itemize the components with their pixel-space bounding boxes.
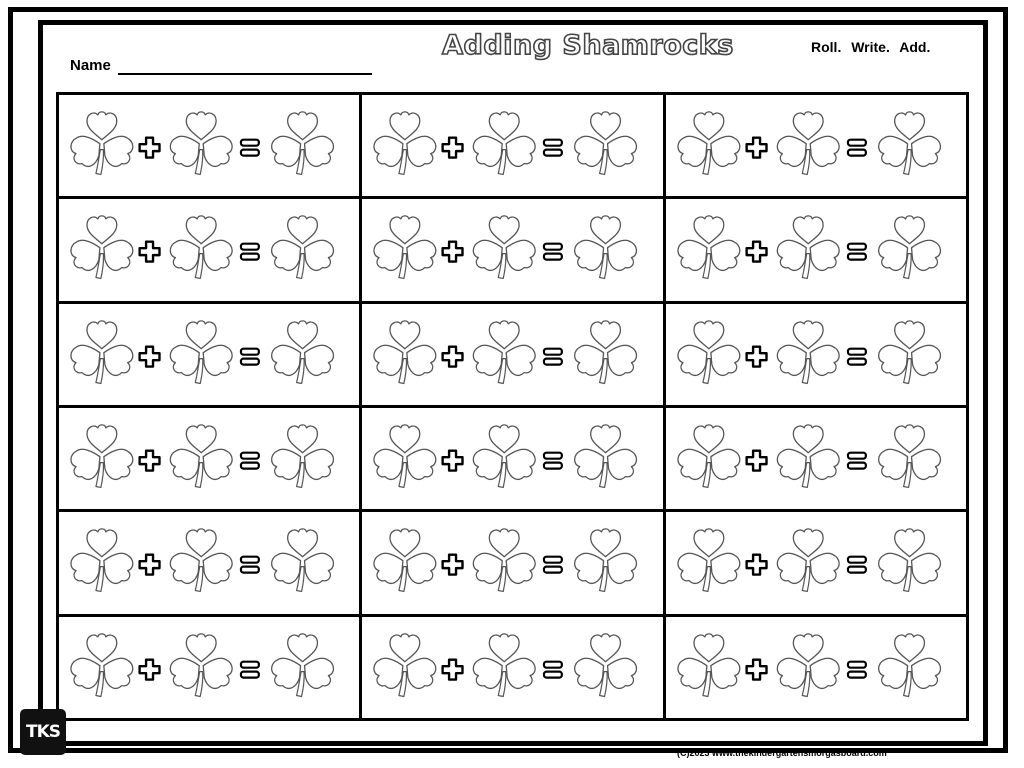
copyright-text: (C)2023 www.thekindergartensmorgasboard.com: [677, 748, 887, 758]
shamrock-icon[interactable]: [374, 634, 436, 697]
problem-cell[interactable]: [666, 199, 966, 300]
equals-icon: [544, 348, 562, 364]
shamrock-icon[interactable]: [374, 216, 436, 279]
shamrock-icon[interactable]: [272, 425, 334, 488]
shamrock-icon[interactable]: [678, 529, 740, 592]
shamrock-icon[interactable]: [272, 634, 334, 697]
shamrock-icon[interactable]: [575, 634, 637, 697]
plus-icon: [140, 555, 160, 575]
shamrock-icon[interactable]: [777, 216, 839, 279]
shamrock-icon[interactable]: [474, 634, 536, 697]
shamrock-icon[interactable]: [170, 321, 232, 384]
shamrock-icon[interactable]: [575, 529, 637, 592]
equals-icon: [544, 661, 562, 677]
shamrock-icon[interactable]: [878, 529, 940, 592]
equals-icon: [848, 140, 866, 156]
equals-icon: [241, 557, 259, 573]
equals-icon: [848, 557, 866, 573]
logo-text: TKS: [25, 722, 60, 742]
shamrock-icon[interactable]: [575, 216, 637, 279]
problem-cell[interactable]: [362, 512, 662, 613]
shamrock-icon[interactable]: [575, 425, 637, 488]
shamrock-icon[interactable]: [474, 321, 536, 384]
shamrock-icon[interactable]: [374, 321, 436, 384]
shamrock-icon[interactable]: [777, 529, 839, 592]
plus-icon: [140, 659, 160, 679]
plus-icon: [443, 242, 463, 262]
page-title: Adding Shamrocks: [442, 30, 734, 61]
shamrock-icon[interactable]: [170, 529, 232, 592]
instructions-text: Roll. Write. Add.: [811, 39, 931, 55]
plus-icon: [140, 346, 160, 366]
shamrock-icon[interactable]: [272, 112, 334, 175]
equals-icon: [848, 453, 866, 469]
equals-icon: [544, 453, 562, 469]
shamrock-icon[interactable]: [170, 634, 232, 697]
plus-icon: [746, 555, 766, 575]
shamrock-icon[interactable]: [878, 112, 940, 175]
shamrock-icon[interactable]: [474, 112, 536, 175]
shamrock-icon[interactable]: [71, 425, 133, 488]
shamrock-icon[interactable]: [374, 529, 436, 592]
equals-icon: [241, 661, 259, 677]
shamrock-icon[interactable]: [474, 529, 536, 592]
plus-icon: [746, 242, 766, 262]
shamrock-icon[interactable]: [575, 112, 637, 175]
plus-icon: [746, 451, 766, 471]
problem-cell[interactable]: [362, 408, 662, 509]
shamrock-icon[interactable]: [678, 321, 740, 384]
equals-icon: [241, 244, 259, 260]
shamrock-icon[interactable]: [374, 425, 436, 488]
problem-cell[interactable]: [362, 199, 662, 300]
problem-cell[interactable]: [362, 617, 662, 718]
equals-icon: [544, 140, 562, 156]
shamrock-icon[interactable]: [374, 112, 436, 175]
shamrock-icon[interactable]: [878, 216, 940, 279]
problem-cell[interactable]: [666, 617, 966, 718]
shamrock-icon[interactable]: [575, 321, 637, 384]
equals-icon: [241, 140, 259, 156]
problem-cell[interactable]: [59, 95, 359, 196]
equals-icon: [848, 348, 866, 364]
problem-cell[interactable]: [666, 304, 966, 405]
equals-icon: [544, 244, 562, 260]
equals-icon: [241, 453, 259, 469]
plus-icon: [140, 138, 160, 158]
problem-cell[interactable]: [362, 304, 662, 405]
name-label: Name: [70, 57, 111, 74]
problem-cell[interactable]: [666, 408, 966, 509]
shamrock-icon[interactable]: [678, 112, 740, 175]
shamrock-icon[interactable]: [272, 321, 334, 384]
problem-grid: [56, 92, 969, 721]
plus-icon: [746, 346, 766, 366]
shamrock-icon[interactable]: [878, 321, 940, 384]
problem-cell[interactable]: [666, 95, 966, 196]
shamrock-icon[interactable]: [777, 425, 839, 488]
problem-cell[interactable]: [59, 617, 359, 718]
equals-icon: [848, 244, 866, 260]
shamrock-icon[interactable]: [272, 216, 334, 279]
shamrock-icon[interactable]: [71, 321, 133, 384]
shamrock-icon[interactable]: [678, 425, 740, 488]
shamrock-icon[interactable]: [777, 112, 839, 175]
shamrock-icon[interactable]: [71, 112, 133, 175]
tks-logo: [20, 709, 66, 755]
problem-cell[interactable]: [59, 304, 359, 405]
shamrock-icon[interactable]: [71, 634, 133, 697]
shamrock-icon[interactable]: [474, 216, 536, 279]
shamrock-icon[interactable]: [678, 634, 740, 697]
shamrock-icon[interactable]: [272, 529, 334, 592]
shamrock-icon[interactable]: [71, 529, 133, 592]
shamrock-icon[interactable]: [170, 216, 232, 279]
shamrock-icon[interactable]: [474, 425, 536, 488]
shamrock-icon[interactable]: [170, 112, 232, 175]
plus-icon: [443, 138, 463, 158]
plus-icon: [443, 451, 463, 471]
plus-icon: [746, 138, 766, 158]
name-line[interactable]: [118, 73, 372, 75]
equals-icon: [848, 661, 866, 677]
problem-cell[interactable]: [362, 95, 662, 196]
plus-icon: [443, 659, 463, 679]
plus-icon: [443, 555, 463, 575]
shamrock-icon[interactable]: [878, 634, 940, 697]
shamrock-icon[interactable]: [878, 425, 940, 488]
shamrock-icon[interactable]: [71, 216, 133, 279]
problem-cell[interactable]: [59, 512, 359, 613]
shamrock-icon[interactable]: [777, 634, 839, 697]
problem-cell[interactable]: [59, 199, 359, 300]
equals-icon: [241, 348, 259, 364]
plus-icon: [746, 659, 766, 679]
shamrock-icon[interactable]: [170, 425, 232, 488]
shamrock-icon[interactable]: [678, 216, 740, 279]
plus-icon: [443, 346, 463, 366]
problem-cell[interactable]: [59, 408, 359, 509]
shamrock-icon[interactable]: [777, 321, 839, 384]
equals-icon: [544, 557, 562, 573]
problem-cell[interactable]: [666, 512, 966, 613]
plus-icon: [140, 242, 160, 262]
plus-icon: [140, 451, 160, 471]
